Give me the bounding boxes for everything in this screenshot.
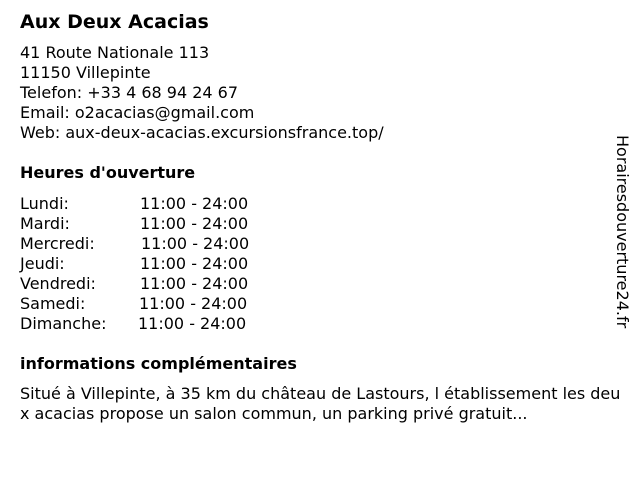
address-block (20, 43, 384, 143)
info-heading: informations complémentaires (20, 354, 297, 373)
address-city: 11150 Villepinte (20, 63, 151, 82)
hours-row-dimanche (20, 314, 280, 334)
hours-row-jeudi (20, 254, 280, 274)
time-range: 11:00 - 24:00 (141, 234, 250, 253)
site-watermark: Horairesdouverture24.fr (613, 135, 632, 329)
day-label: Jeudi: (20, 254, 65, 273)
hours-row-samedi (20, 294, 280, 314)
day-label: Mardi: (20, 214, 70, 233)
hours-row-mercredi (20, 234, 280, 254)
hours-row-vendredi (20, 274, 280, 294)
address-street: 41 Route Nationale 113 (20, 43, 210, 62)
day-label: Vendredi: (20, 274, 96, 293)
info-description: Situé à Villepinte, à 35 km du château de Lastours, l établissement les deux acacias propose un salon commun, un parking privé gratuit... (20, 384, 621, 423)
day-label: Mercredi: (20, 234, 95, 253)
time-range: 11:00 - 24:00 (139, 294, 248, 313)
time-range: 11:00 - 24:00 (140, 274, 249, 293)
time-range: 11:00 - 24:00 (138, 314, 247, 333)
day-label: Dimanche: (20, 314, 107, 333)
website-url: Web: aux-deux-acacias.excursionsfrance.top/ (20, 123, 384, 142)
day-label: Samedi: (20, 294, 86, 313)
time-range: 11:00 - 24:00 (140, 194, 249, 213)
business-name: Aux Deux Acacias (20, 11, 209, 33)
time-range: 11:00 - 24:00 (140, 214, 249, 233)
phone-number: Telefon: +33 4 68 94 24 67 (20, 83, 239, 102)
hours-row-mardi (20, 214, 280, 234)
opening-hours-list (20, 194, 280, 334)
day-label: Lundi: (20, 194, 69, 213)
hours-row-lundi (20, 194, 280, 214)
time-range: 11:00 - 24:00 (140, 254, 249, 273)
hours-heading: Heures d'ouverture (20, 163, 196, 182)
email-address: Email: o2acacias@gmail.com (20, 103, 255, 122)
